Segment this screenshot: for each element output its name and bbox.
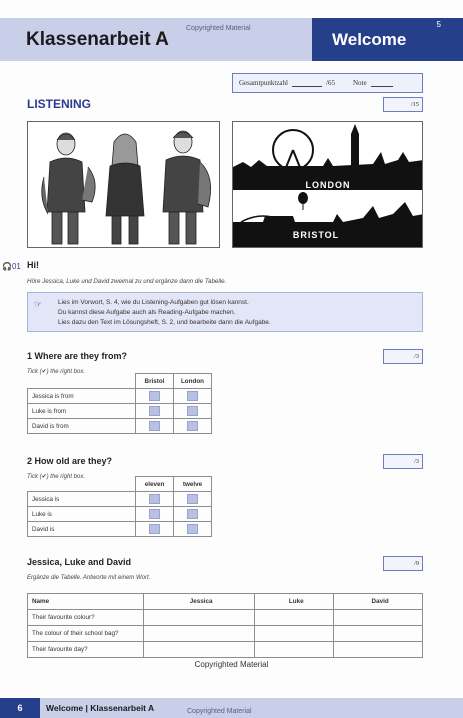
tick-box[interactable] [187,421,198,431]
table-row [28,507,212,522]
tick-box[interactable] [149,406,160,416]
audio-track-icon: 🎧01 [2,262,21,271]
row-label: David is [28,522,136,537]
copyright-notice: Copyrighted Material [194,660,269,669]
tick-box[interactable] [187,391,198,401]
table-row [28,642,423,658]
task-title-hi: Hi! [27,260,39,270]
table-row [28,626,423,642]
question-2-title: 2 How old are they? [27,456,113,466]
tick-box[interactable] [187,494,198,504]
row-label: Jessica is [28,492,136,507]
question-1-table [27,373,212,434]
answer-cell[interactable] [255,626,334,642]
task-instruction: Höre Jessica, Luke und David zweimal zu und ergänze dann die Tabelle. [27,278,227,285]
answer-cell[interactable] [144,642,255,658]
header-copyright: Copyrighted Material [186,25,251,32]
children-illustration [27,121,220,248]
sign-bristol: BRISTOL [292,230,340,240]
skyline-drawing [233,122,423,248]
question-3-title: Jessica, Luke and David [27,557,132,567]
section-title-listening: LISTENING [27,97,92,111]
tick-box[interactable] [149,391,160,401]
table-row [28,492,212,507]
row-label: Their favourite day? [28,642,144,658]
table-row [28,404,212,419]
question-1-points-box[interactable]: /3 [383,349,423,364]
column-header: twelve [174,477,212,492]
table-row [28,389,212,404]
column-header: David [334,594,423,610]
question-2-points-box[interactable]: /3 [383,454,423,469]
tip-line: Lies dazu den Text im Lösungsheft, S. 2, und bearbeite dann die Aufgabe. [58,319,271,326]
header-title-band [0,18,312,61]
tick-box[interactable] [187,524,198,534]
table-header-row [28,477,212,492]
answer-cell[interactable] [144,610,255,626]
sign-london: LONDON [305,180,351,190]
row-label: The colour of their school bag? [28,626,144,642]
total-score-box [232,73,423,93]
audio-track-number: 01 [11,262,21,271]
total-score-label: Gesamtpunktzahl [239,79,288,87]
answer-cell[interactable] [255,642,334,658]
answer-cell[interactable] [334,642,423,658]
pointing-hand-icon: ☞ [34,299,43,309]
question-1-instruction: Tick (✔) the right box. [27,369,85,375]
column-header: eleven [136,477,174,492]
grade-label: Note [352,79,367,87]
table-header-row [28,374,212,389]
answer-cell[interactable] [144,626,255,642]
header-unit-band [312,18,463,61]
column-header: Name [28,594,144,610]
answer-cell[interactable] [334,610,423,626]
page-footer [0,698,463,718]
tip-text [58,298,271,328]
column-header: Jessica [144,594,255,610]
question-3-instruction: Ergänze die Tabelle. Antworte mit einem Wort. [27,575,151,581]
table-header-row [28,594,423,610]
tip-line: Du kannst diese Aufgabe auch als Reading-Aufgabe machen. [58,309,236,316]
total-score-max: /65 [326,79,335,87]
unit-title: Welcome [332,30,407,49]
footer-copyright: Copyrighted Material [187,708,252,715]
page-number: 5 [436,20,441,29]
row-label: Luke is from [28,404,136,419]
question-1-title: 1 Where are they from? [27,351,128,361]
listening-points-box[interactable]: /15 [383,97,423,112]
question-2-instruction: Tick (✔) the right box. [27,474,85,480]
table-row [28,419,212,434]
footer-page-number: 6 [0,698,40,718]
total-score-field[interactable] [292,79,322,87]
row-label: Luke is [28,507,136,522]
page-header [0,18,463,61]
tip-box [27,292,423,332]
answer-cell[interactable] [334,626,423,642]
tick-box[interactable] [149,421,160,431]
children-drawing [28,122,220,248]
table-row [28,522,212,537]
city-skylines-image [232,121,423,248]
tick-box[interactable] [187,406,198,416]
tick-box[interactable] [149,494,160,504]
question-3-table [27,593,423,658]
row-label: David is from [28,419,136,434]
table-row [28,610,423,626]
tip-line: Lies im Vorwort, S. 4, wie du Listening-Aufgaben gut lösen kannst. [58,299,249,306]
row-label: Their favourite colour? [28,610,144,626]
tick-box[interactable] [187,509,198,519]
grade-field[interactable] [371,79,393,87]
footer-title: Welcome | Klassenarbeit A [46,703,155,713]
column-header: Bristol [136,374,174,389]
question-2-table [27,476,212,537]
question-3-points-box[interactable]: /9 [383,556,423,571]
column-header: Luke [255,594,334,610]
column-header: London [174,374,212,389]
answer-cell[interactable] [255,610,334,626]
row-label: Jessica is from [28,389,136,404]
page-title: Klassenarbeit A [26,29,169,50]
tick-box[interactable] [149,524,160,534]
tick-box[interactable] [149,509,160,519]
